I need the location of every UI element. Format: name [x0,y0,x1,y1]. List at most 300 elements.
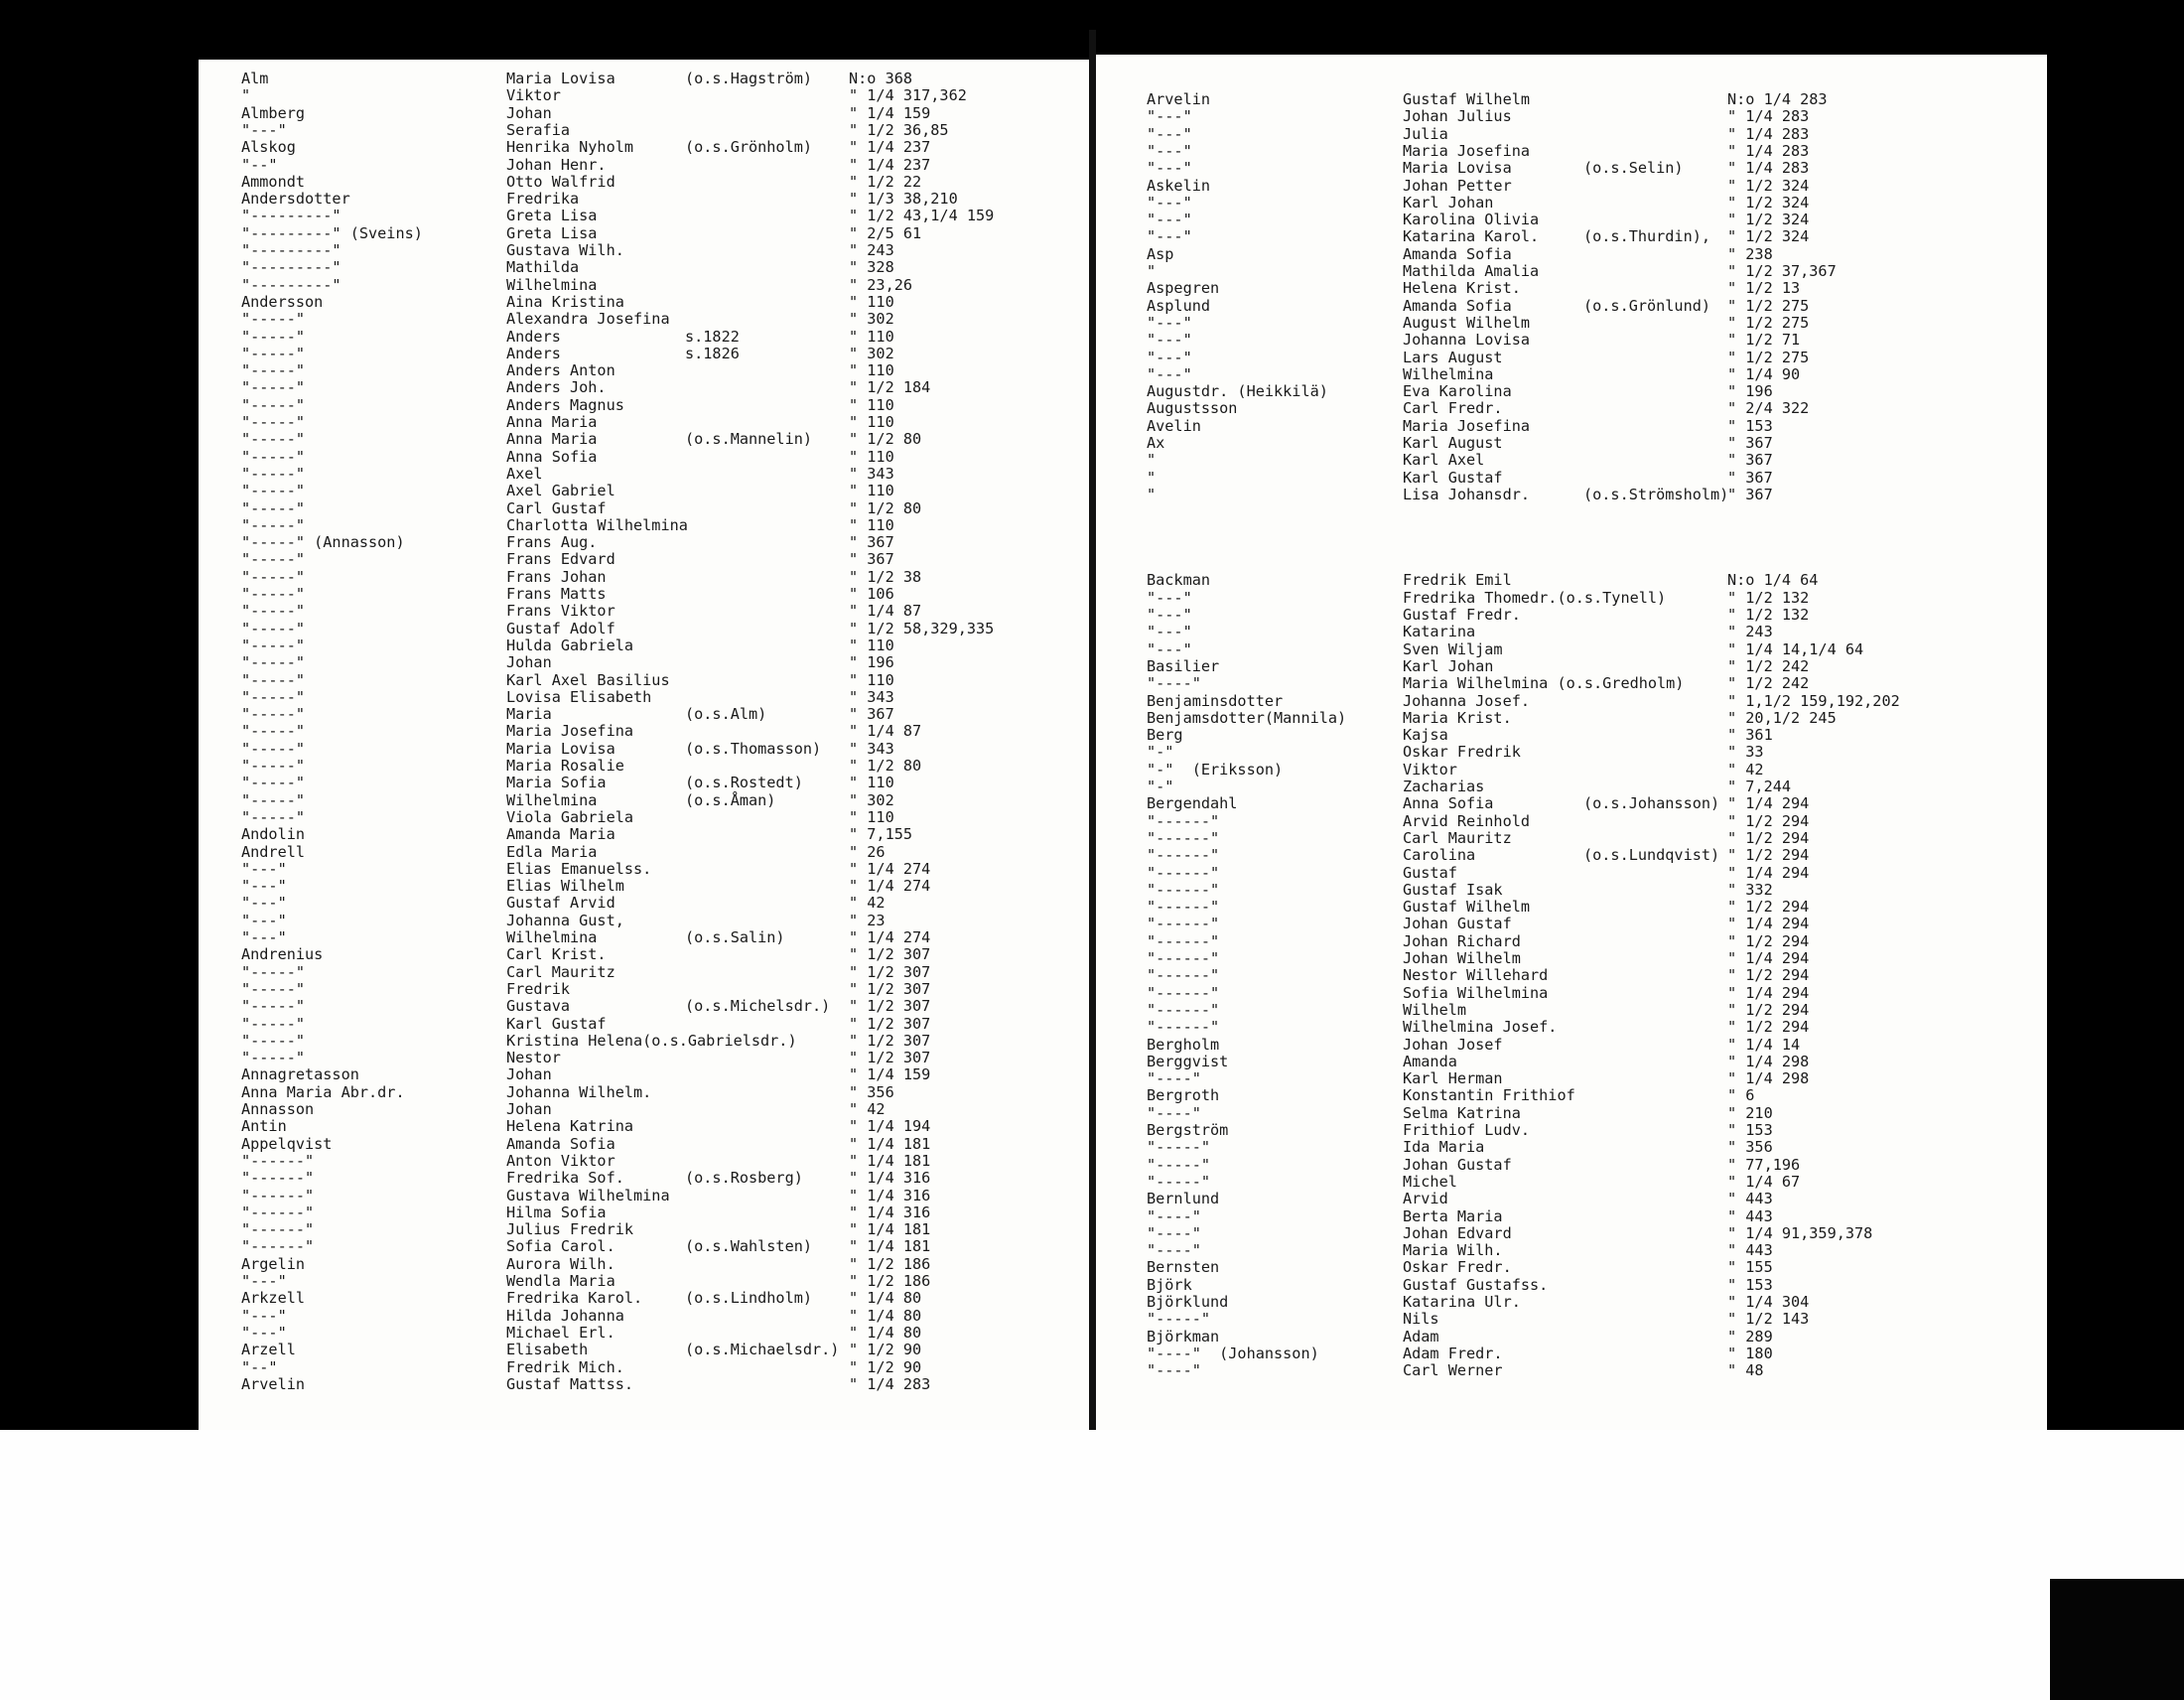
surname-cell: "-----" [241,310,306,329]
surname-cell: "-----" [241,997,306,1016]
surname-cell: "---------" [241,275,341,294]
surname-cell: "---" [1147,588,1192,607]
index-row [0,555,2184,572]
reference-cell: " 1/2 132 [1727,606,1810,624]
surname-cell: "-----" [241,739,306,758]
surname-cell: "-----" [241,653,306,672]
reference-cell: " 1/4 283 [1727,141,1810,160]
reference-cell: " 243 [1727,623,1773,641]
note-cell: (o.s.Grönlund) [1583,296,1711,315]
surname-cell: Asp [1147,244,1174,263]
surname-cell: "-----" (Annasson) [241,533,405,552]
surname-cell: "-----" [1147,1172,1211,1191]
surname-cell: "-----" [241,498,306,517]
scan-edge [2050,1579,2184,1700]
surname-cell: "--" [241,1357,278,1376]
given-name-cell: Carl Mauritz [1403,828,1512,847]
given-name-cell: Maria Lovisa [1403,159,1512,178]
note-cell: (o.s.Lundqvist) [1583,846,1720,865]
index-row [0,985,2184,1002]
surname-cell: Bergström [1147,1121,1229,1139]
index-row [0,1087,2184,1104]
index-row [0,1208,2184,1225]
surname-cell: Askelin [1147,176,1211,195]
reference-cell: " 155 [1727,1258,1773,1277]
surname-cell: Bernsten [1147,1258,1220,1277]
surname-cell: Asplund [1147,296,1211,315]
surname-cell: Andersson [241,292,324,311]
given-name-cell: Serafia [506,120,571,139]
given-name-cell: Kristina Helena(o.s.Gabrielsdr.) [506,1031,797,1050]
index-row [0,675,2184,692]
surname-cell: Alm [241,70,269,87]
reference-cell: " 110 [849,413,894,431]
reference-cell: " 110 [849,515,894,534]
reference-cell: " 1/2 324 [1727,176,1810,195]
index-row [0,762,2184,779]
surname-cell: "---" [241,928,287,946]
given-name-cell: Gustaf Mattss. [506,1374,634,1393]
reference-cell: " 1/2 275 [1727,348,1810,366]
reference-cell: " 153 [1727,1121,1773,1139]
reference-cell: " 1/2 22 [849,172,922,191]
surname-cell: " [1147,468,1157,487]
given-name-cell: Johanna Gust, [506,911,624,929]
surname-cell: Arkzell [241,1289,306,1308]
surname-cell: "-----" [241,1049,306,1067]
reference-cell: " 23,26 [849,275,913,294]
reference-cell: " 1/4 294 [1727,863,1810,882]
given-name-cell: Fredrik [506,979,571,998]
given-name-cell: Kajsa [1403,726,1448,745]
given-name-cell: Wilhelm [1403,1000,1467,1019]
given-name-cell: Amanda Sofia [1403,296,1512,315]
index-row [0,607,2184,624]
reference-cell: " 33 [1727,743,1764,762]
given-name-cell: Michael Erl. [506,1323,615,1342]
given-name-cell: Edla Maria [506,842,598,861]
surname-cell: "-----" [241,515,306,534]
note-cell: (o.s.Michelsdr.) [685,997,831,1016]
index-row [0,1139,2184,1156]
given-name-cell: Adam [1403,1327,1439,1346]
reference-cell: " 110 [849,447,894,466]
surname-cell: "-----" [241,774,306,792]
surname-cell: Benjamsdotter(Mannila) [1147,708,1347,727]
given-name-cell: Hilda Johanna [506,1306,624,1325]
index-row [0,246,2184,263]
index-row [0,1329,2184,1346]
surname-cell: Berg [1147,726,1183,745]
given-name-cell: Oskar Fredrik [1403,743,1521,762]
given-name-cell: Frithiof Ludv. [1403,1121,1531,1139]
reference-cell: " 1/4 317,362 [849,86,967,105]
reference-cell: " 356 [1727,1138,1773,1157]
reference-cell: " 42 [849,1100,886,1118]
given-name-cell: Konstantin Frithiof [1403,1086,1575,1105]
index-row [0,1277,2184,1294]
reference-cell: " 180 [1727,1344,1773,1362]
surname-cell: "------" [1147,949,1220,967]
reference-cell: " 1/4 294 [1727,983,1810,1002]
reference-cell: " 110 [849,670,894,689]
surname-cell: "-----" [1147,1138,1211,1157]
given-name-cell: Elisabeth [506,1341,589,1359]
reference-cell: " 196 [849,653,894,672]
given-name-cell: Arvid Reinhold [1403,811,1531,830]
reference-cell: " 1/2 307 [849,997,931,1016]
given-name-cell: Otto Walfrid [506,172,615,191]
surname-cell: "---" [1147,623,1192,641]
given-name-cell: Fredrik Emil [1403,571,1512,590]
surname-cell: "---" [1147,364,1192,383]
surname-cell: Aspegren [1147,279,1220,298]
index-row [0,624,2184,640]
reference-cell: " 1/2 38 [849,567,922,586]
surname-cell: Augustsson [1147,399,1238,418]
given-name-cell: Gustaf Arvid [506,894,615,913]
given-name-cell: Julius Fredrik [506,1220,634,1239]
given-name-cell: Greta Lisa [506,207,598,225]
given-name-cell: Maria [506,705,552,724]
reference-cell: " 1/2 307 [849,962,931,981]
reference-cell: " 1/4 159 [849,103,931,122]
surname-cell: "----" [1147,1069,1201,1088]
surname-cell: Backman [1147,571,1211,590]
given-name-cell: Frans Aug. [506,533,598,552]
surname-cell: "-----" [241,464,306,483]
given-name-cell: Wilhelmina [1403,364,1494,383]
reference-cell: " 196 [1727,382,1773,401]
given-name-cell: Axel [506,464,543,483]
surname-cell: Ammondt [241,172,306,191]
surname-cell: " [1147,485,1157,503]
reference-cell: " 1/4 67 [1727,1172,1801,1191]
reference-cell: " 6 [1727,1086,1755,1105]
reference-cell: " 1/4 181 [849,1151,931,1170]
index-row [0,641,2184,658]
reference-cell: " 110 [849,395,894,414]
surname-cell: "------" [241,1220,315,1239]
index-row [0,538,2184,555]
reference-cell: " 1/2 294 [1727,828,1810,847]
surname-cell: "------" [1147,898,1220,917]
given-name-cell: Katarina [1403,623,1476,641]
surname-cell: "------" [241,1186,315,1204]
given-name-cell: Frans Matts [506,585,607,603]
given-name-cell: Amanda Sofia [1403,244,1512,263]
surname-cell: "-----" [241,567,306,586]
index-row [0,693,2184,710]
reference-cell: " 1/4 194 [849,1117,931,1136]
reference-cell: " 1/4 80 [849,1323,922,1342]
surname-cell: "---" [241,1323,287,1342]
reference-cell: " 1/4 283 [849,1374,931,1393]
surname-cell: "-----" [241,807,306,826]
reference-cell: " 1/4 283 [1727,159,1810,178]
surname-cell: "---" [241,877,287,896]
given-name-cell: Gustava [506,997,571,1016]
given-name-cell: Wilhelmina [506,275,598,294]
reference-cell: " 328 [849,258,894,277]
given-name-cell: Katarina Ulr. [1403,1293,1521,1311]
given-name-cell: Johan Wilhelm [1403,949,1521,967]
reference-cell: " 367 [849,705,894,724]
reference-cell: " 367 [849,533,894,552]
reference-cell: " 289 [1727,1327,1773,1346]
surname-cell: Arvelin [1147,90,1211,108]
given-name-cell: Henrika Nyholm [506,138,634,157]
surname-cell: "------" [1147,966,1220,985]
given-name-cell: Berta Maria [1403,1206,1503,1225]
index-row [0,452,2184,469]
given-name-cell: Axel Gabriel [506,482,615,500]
surname-cell: "-" (Eriksson) [1147,760,1284,779]
given-name-cell: Fredrika Thomedr.(o.s.Tynell) [1403,588,1667,607]
reference-cell: " 302 [849,310,894,329]
surname-cell: "-" [1147,778,1174,795]
given-name-cell: Anna Maria [506,413,598,431]
reference-cell: " 1/4 298 [1727,1069,1810,1088]
index-row [0,228,2184,245]
surname-cell: "---" [1147,141,1192,160]
surname-cell: "-----" [241,1031,306,1050]
given-name-cell: Gustaf Wilhelm [1403,898,1531,917]
index-row [0,280,2184,297]
surname-cell: "----" [1147,1206,1201,1225]
reference-cell: " 106 [849,585,894,603]
surname-cell: "---" [1147,331,1192,350]
reference-cell: N:o 1/4 64 [1727,571,1819,590]
surname-cell: "-----" [241,757,306,775]
reference-cell: " 1/4 304 [1727,1293,1810,1311]
given-name-cell: Gustaf Adolf [506,619,615,638]
given-name-cell: Elias Wilhelm [506,877,624,896]
index-row [0,1362,2184,1379]
given-name-cell: Aurora Wilh. [506,1254,615,1273]
index-row [0,710,2184,727]
reference-cell: " 110 [849,327,894,346]
reference-cell: " 1/2 80 [849,757,922,775]
surname-cell: "------" [1147,983,1220,1002]
surname-cell: "------" [1147,931,1220,950]
index-row [0,950,2184,967]
given-name-cell: Sofia Wilhelmina [1403,983,1549,1002]
index-row [0,1225,2184,1242]
surname-cell: "-----" [241,447,306,466]
surname-cell: "----" [1147,1223,1201,1242]
surname-cell: Avelin [1147,416,1201,435]
surname-cell: "------" [1147,863,1220,882]
surname-cell: "-----" [241,482,306,500]
surname-cell: " [241,86,251,105]
given-name-cell: Karl Johan [1403,193,1494,212]
given-name-cell: Gustaf Wilhelm [1403,90,1531,108]
index-row [0,1242,2184,1259]
reference-cell: " 110 [849,482,894,500]
lower-margin [0,1430,2184,1700]
given-name-cell: Carl Krist. [506,945,607,964]
given-name-cell: Maria Wilhelmina (o.s.Gredholm) [1403,674,1685,693]
index-row [0,143,2184,160]
given-name-cell: Amanda Sofia [506,1134,615,1153]
reference-cell: " 153 [1727,416,1773,435]
reference-cell: " 1/2 324 [1727,227,1810,246]
surname-cell: "-----" [241,550,306,569]
surname-cell: Arvelin [241,1374,306,1393]
note-cell: (o.s.Johansson) [1583,794,1720,813]
index-row [0,882,2184,899]
index-row [0,91,2184,108]
reference-cell: " 1/2 186 [849,1254,931,1273]
reference-cell: " 1/3 38,210 [849,190,958,209]
surname-cell: Björkman [1147,1327,1220,1346]
surname-cell: Andersdotter [241,190,350,209]
reference-cell: " 356 [849,1082,894,1101]
reference-cell: " 1,1/2 159,192,202 [1727,691,1900,710]
given-name-cell: Gustava Wilhelmina [506,1186,670,1204]
reference-cell: " 1/4 316 [849,1169,931,1188]
given-name-cell: Johan Richard [1403,931,1521,950]
reference-cell: " 210 [1727,1103,1773,1122]
reference-cell: " 1/4 316 [849,1203,931,1221]
reference-cell: " 1/4 181 [849,1134,931,1153]
reference-cell: " 1/2 294 [1727,846,1810,865]
surname-cell: "----" (Johansson) [1147,1344,1319,1362]
index-row [0,1037,2184,1054]
given-name-cell: Viktor [506,86,561,105]
surname-cell: Annagretasson [241,1065,359,1084]
given-name-cell: Sven Wiljam [1403,639,1503,658]
given-name-cell: Maria Lovisa [506,739,615,758]
index-row [0,967,2184,984]
given-name-cell: Eva Karolina [1403,382,1512,401]
note-cell: (o.s.Selin) [1583,159,1684,178]
index-row [0,916,2184,932]
given-name-cell: Maria Lovisa [506,70,615,87]
index-row [0,830,2184,847]
given-name-cell: Johan Henr. [506,155,607,174]
given-name-cell: Gustaf Fredr. [1403,606,1521,624]
given-name-cell: Karl Herman [1403,1069,1503,1088]
given-name-cell: Anders [506,327,561,346]
note-cell: (o.s.Thomasson) [685,739,822,758]
surname-cell: Bernlund [1147,1190,1220,1208]
note-cell: (o.s.Alm) [685,705,767,724]
surname-cell: "---" [1147,639,1192,658]
reference-cell: " 110 [849,361,894,380]
given-name-cell: Nestor [506,1049,561,1067]
reference-cell: " 238 [1727,244,1773,263]
surname-cell: "---" [241,1272,287,1290]
surname-cell: "------" [1147,846,1220,865]
index-row [0,315,2184,332]
surname-cell: "----" [1147,674,1201,693]
reference-cell: " 343 [849,739,894,758]
index-row [0,779,2184,795]
given-name-cell: Karl Gustaf [506,1014,607,1033]
reference-cell: " 1/4 274 [849,859,931,878]
reference-cell: " 1/2 324 [1727,193,1810,212]
surname-cell: "---" [1147,313,1192,332]
given-name-cell: Hilma Sofia [506,1203,607,1221]
surname-cell: "-----" [241,361,306,380]
index-row [0,658,2184,675]
surname-cell: Anna Maria Abr.dr. [241,1082,405,1101]
surname-cell: "-----" [241,790,306,809]
reference-cell: " 1/4 294 [1727,915,1810,933]
given-name-cell: Carl Mauritz [506,962,615,981]
given-name-cell: Gustaf Gustafss. [1403,1275,1549,1294]
given-name-cell: Johanna Wilhelm. [506,1082,652,1101]
given-name-cell: Lovisa Elisabeth [506,687,652,706]
given-name-cell: Adam Fredr. [1403,1344,1503,1362]
given-name-cell: Karl August [1403,434,1503,452]
surname-cell: "-----" [241,962,306,981]
surname-cell: "----" [1147,1241,1201,1260]
reference-cell: " 7,155 [849,825,913,844]
index-row [0,813,2184,830]
given-name-cell: Maria Josefina [1403,141,1531,160]
given-name-cell: Nils [1403,1310,1439,1329]
reference-cell: " 1/2 324 [1727,211,1810,229]
surname-cell: "---" [1147,193,1192,212]
surname-cell: Andolin [241,825,306,844]
given-name-cell: Anna Sofia [1403,794,1494,813]
surname-cell: Argelin [241,1254,306,1273]
given-name-cell: Fredrika Sof. [506,1169,624,1188]
reference-cell: " 302 [849,344,894,362]
given-name-cell: Karolina Olivia [1403,211,1540,229]
surname-cell: "----" [1147,1361,1201,1380]
given-name-cell: Selma Katrina [1403,1103,1521,1122]
surname-cell: "----" [1147,1103,1201,1122]
surname-cell: Björk [1147,1275,1192,1294]
note-cell: s.1826 [685,344,740,362]
index-row [0,503,2184,520]
reference-cell: " 1/4 14 [1727,1035,1801,1054]
given-name-cell: Anders Magnus [506,395,624,414]
given-name-cell: Julia [1403,124,1448,143]
reference-cell: " 367 [1727,485,1773,503]
given-name-cell: Gustava Wilh. [506,241,624,259]
index-row [0,400,2184,417]
given-name-cell: Viola Gabriela [506,807,634,826]
given-name-cell: Maria Rosalie [506,757,624,775]
surname-cell: "-----" [1147,1310,1211,1329]
reference-cell: " 1/2 307 [849,1049,931,1067]
index-row [0,1157,2184,1174]
index-row [0,865,2184,882]
given-name-cell: Wilhelmina [506,790,598,809]
reference-cell: " 1/2 80 [849,430,922,449]
note-cell: (o.s.Michaelsdr.) [685,1341,840,1359]
given-name-cell: Amanda Maria [506,825,615,844]
reference-cell: " 443 [1727,1190,1773,1208]
reference-cell: " 1/4 91,359,378 [1727,1223,1873,1242]
index-row [0,178,2184,195]
index-row [0,263,2184,280]
reference-cell: " 367 [1727,434,1773,452]
surname-cell: Antin [241,1117,287,1136]
reference-cell: " 332 [1727,880,1773,899]
given-name-cell: Fredrika [506,190,580,209]
given-name-cell: Anders [506,344,561,362]
surname-cell: "------" [1147,1000,1220,1019]
surname-cell: "-----" [241,413,306,431]
reference-cell: " 1/4 87 [849,602,922,621]
index-row [0,572,2184,589]
